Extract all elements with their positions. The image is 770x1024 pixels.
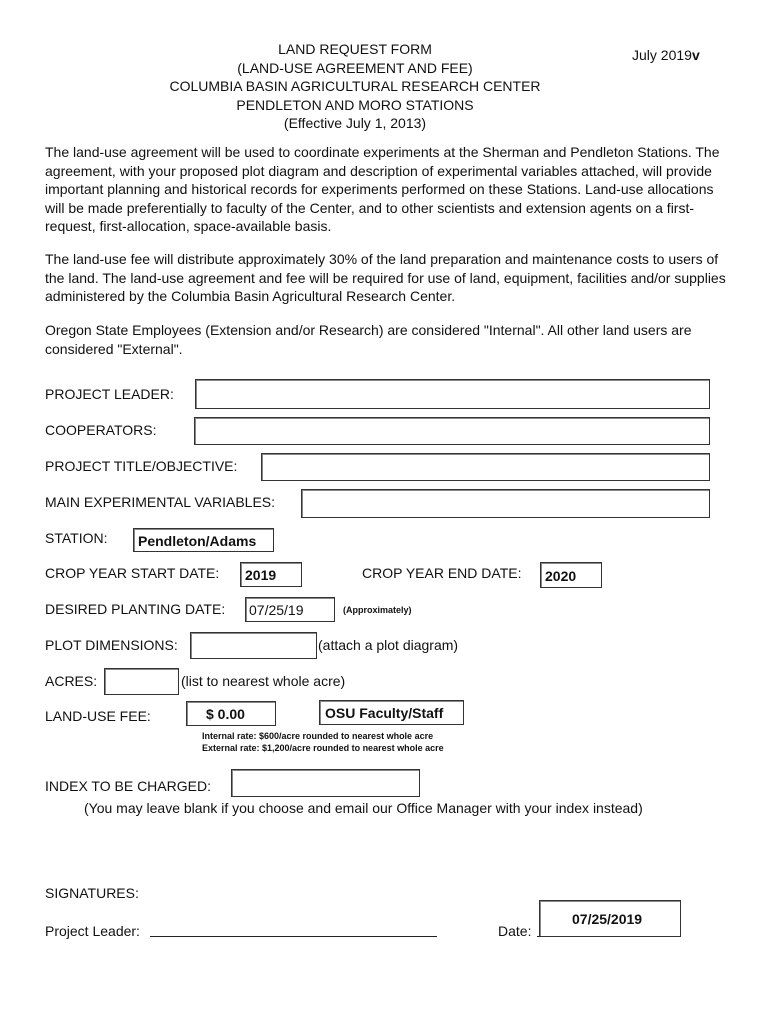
header-line-4: PENDLETON AND MORO STATIONS	[236, 96, 474, 113]
fee-category-field[interactable]	[319, 700, 464, 725]
intro-paragraph-3: Oregon State Employees (Extension and/or Research) are considered "Internal". All other land users are considered "External".	[45, 322, 692, 357]
project-leader-label: PROJECT LEADER:	[45, 386, 174, 402]
signature-date-field[interactable]	[539, 900, 681, 937]
station-value: Pendleton/Adams	[138, 533, 257, 549]
signature-date-label: Date:	[498, 923, 532, 939]
station-label: STATION:	[45, 530, 108, 546]
land-use-fee-field[interactable]	[186, 701, 276, 726]
index-note: (You may leave blank if you choose and email our Office Manager with your index instead)	[84, 800, 643, 816]
crop-end-value: 2020	[545, 568, 577, 584]
planting-date-note: (Approximately)	[343, 605, 412, 615]
index-label: INDEX TO BE CHARGED:	[45, 778, 211, 794]
signature-date-value: 07/25/2019	[572, 911, 643, 927]
cooperators-label: COOPERATORS:	[45, 422, 157, 438]
planting-date-field[interactable]	[245, 597, 335, 622]
acres-field[interactable]	[104, 668, 179, 695]
cooperators-field[interactable]	[194, 417, 710, 445]
project-title-label: PROJECT TITLE/OBJECTIVE:	[45, 458, 238, 474]
form-header	[100, 40, 610, 133]
signatures-heading: SIGNATURES:	[45, 885, 139, 901]
fee-category-value: OSU Faculty/Staff	[325, 705, 444, 721]
project-leader-field[interactable]	[195, 379, 710, 409]
revision-text: July 2019	[632, 47, 692, 63]
planting-date-value: 07/25/19	[249, 602, 304, 618]
plot-dimensions-field[interactable]	[190, 632, 317, 659]
crop-end-label: CROP YEAR END DATE:	[362, 565, 522, 581]
crop-start-label: CROP YEAR START DATE:	[45, 565, 220, 581]
header-line-5: (Effective July 1, 2013)	[283, 115, 427, 131]
plot-dimensions-label: PLOT DIMENSIONS:	[45, 637, 178, 653]
station-field[interactable]	[133, 528, 274, 552]
revision-mark: v	[691, 47, 700, 63]
index-field[interactable]	[231, 769, 420, 797]
variables-label: MAIN EXPERIMENTAL VARIABLES:	[45, 494, 276, 510]
acres-note: (list to nearest whole acre)	[181, 673, 346, 689]
project-leader-signature-line[interactable]	[150, 936, 437, 937]
intro-paragraph-1: The land-use agreement will be used to coordinate experiments at the Sherman and Pendleton Stations. The agreement, with your proposed plot diagram and description of experimental variables attached, will provide important planning and historical records for experiments performed on these Stations. Land-use allocations will be made preferentially to faculty of the Center, and to other scientists and extension agents on a first-request, first-allocation, space-available basis.	[45, 144, 720, 235]
revision-date	[632, 47, 700, 63]
project-title-field[interactable]	[261, 453, 710, 481]
land-use-fee-value: $ 0.00	[206, 706, 245, 722]
planting-date-label: DESIRED PLANTING DATE:	[45, 601, 226, 617]
crop-start-field[interactable]	[240, 562, 302, 587]
variables-field[interactable]	[301, 489, 710, 518]
project-leader-signature-label: Project Leader:	[45, 923, 140, 939]
land-use-fee-label: LAND-USE FEE:	[45, 708, 151, 724]
crop-end-field[interactable]	[540, 562, 602, 588]
external-rate-note: External rate: $1,200/acre rounded to nearest whole acre	[202, 743, 444, 753]
header-line-1: LAND REQUEST FORM	[278, 41, 432, 57]
acres-label: ACRES:	[45, 673, 98, 689]
plot-dimensions-note: (attach a plot diagram)	[318, 637, 459, 653]
header-line-2: (LAND-USE AGREEMENT AND FEE)	[237, 59, 473, 76]
intro-paragraph-2: The land-use fee will distribute approximately 30% of the land preparation and maintenance costs to users of the land. The land-use agreement and fee will be required for use of land, equipment, facilities and/or supplies administered by the Columbia Basin Agricultural Research Center.	[45, 251, 726, 305]
header-line-3: COLUMBIA BASIN AGRICULTURAL RESEARCH CENTER	[169, 78, 541, 94]
internal-rate-note: Internal rate: $600/acre rounded to nearest whole acre	[202, 731, 434, 741]
crop-start-value: 2019	[245, 567, 277, 583]
